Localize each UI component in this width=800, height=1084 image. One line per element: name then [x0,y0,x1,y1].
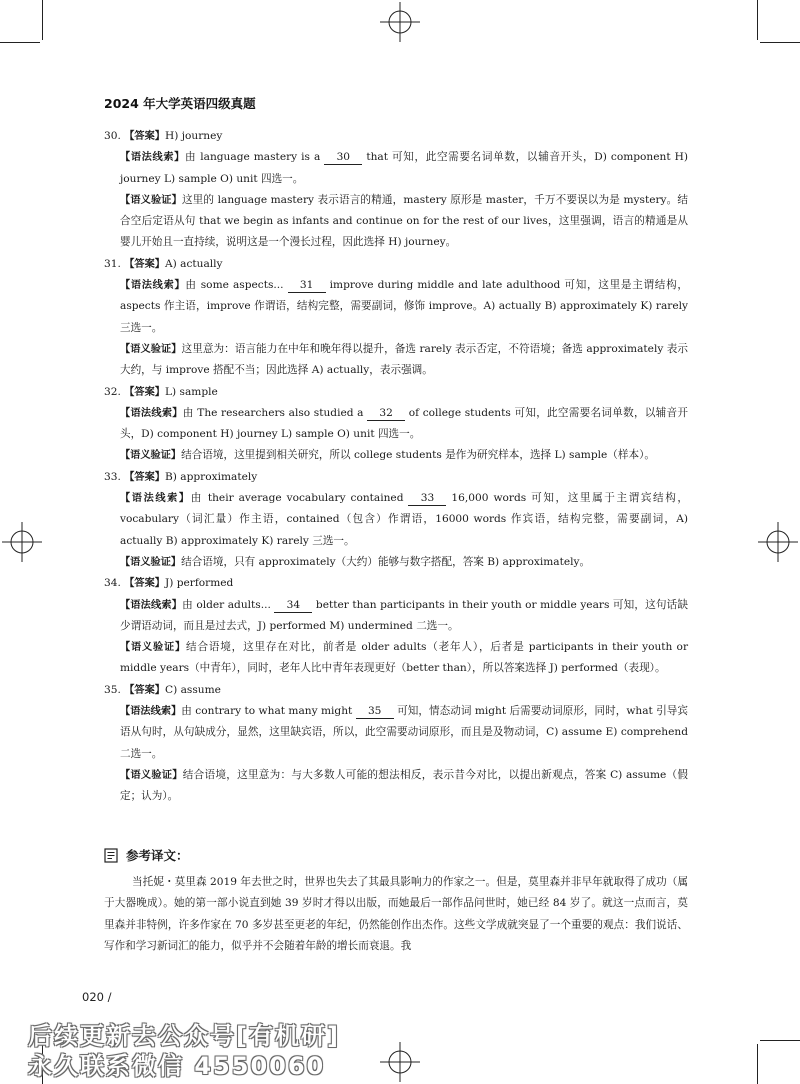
blank-number: 35 [356,705,394,719]
grammar-clue-tag: 【语法线索】 [120,152,185,164]
answer-explanations [104,126,688,808]
question-number: 35. [104,683,121,696]
reference-translation-heading [104,846,189,864]
semantic-check [120,190,688,254]
answer-tag: 【答案】 [124,386,165,398]
semantic-check-tag: 【语义验证】 [120,194,182,206]
page-number: 020 / [82,990,112,1004]
answer-item [104,382,688,467]
grammar-clue-post: of college students 可知，此空需要名词单数，以辅音开头，D) component H) journey L) sample O) unit 四选一。 [120,406,688,441]
answer-heading [104,680,688,701]
crop-mark-br-v [757,1044,758,1084]
answer-value: L) sample [164,385,218,398]
answer-item [104,126,688,254]
semantic-check-tag: 【语义验证】 [120,450,182,462]
grammar-clue [120,701,688,765]
answer-item [104,680,688,808]
answer-heading [104,467,688,488]
answer-item [104,254,688,382]
semantic-check-tag: 【语义验证】 [120,769,183,781]
semantic-check-tag: 【语义验证】 [120,642,187,654]
answer-tag: 【答案】 [124,684,165,696]
question-number: 30. [104,130,121,142]
answer-heading [104,254,688,275]
crop-mark-tr-v [757,0,758,40]
watermark-line-2: 永久联系微信 4550060 [28,1052,326,1080]
question-number: 33. [104,470,121,483]
crop-mark-tl-h [0,42,40,43]
semantic-check [120,765,688,808]
document-icon [104,848,118,863]
crop-mark-br-h [760,1040,800,1041]
semantic-check-text: 结合语境，这里存在对比，前者是 older adults（老年人），后者是 participants in their youth or middle years（中青年），同时，老年人比中青年表现更好（better than），所以答案选择 J) performed（表现）。 [120,641,689,675]
semantic-check [120,552,688,573]
grammar-clue [120,595,688,638]
grammar-clue-tag: 【语法线索】 [120,599,183,611]
grammar-clue-pre: 由 language mastery is a [185,151,321,164]
semantic-check-text: 结合语境，这里提到相关研究，所以 college students 是作为研究样本，选择 L) sample（样本）。 [181,449,655,462]
grammar-clue-pre: 由 older adults... [182,598,271,611]
semantic-check-tag: 【语义验证】 [120,343,182,355]
answer-tag: 【答案】 [124,258,165,270]
semantic-check-text: 这里的 language mastery 表示语言的精通，mastery 原形是 master，千万不要误以为是 mystery。结合空后定语从句 that we begin as infants and continue on for the rest of our lives，这里强调，语言的精通是从婴儿开始且一直持续，说明这是一个漫长过程，因此选择 H) journey。 [120,193,688,249]
answer-item [104,467,688,573]
grammar-clue-pre: 由 their average vocabulary contained [190,492,404,505]
grammar-clue-tag: 【语法线索】 [120,493,191,505]
reference-title: 参考译文： [126,848,189,863]
grammar-clue-tag: 【语法线索】 [120,280,186,292]
crop-mark-tl-v [42,0,43,40]
grammar-clue-tag: 【语法线索】 [120,407,183,419]
question-number: 34. [104,577,121,590]
answer-value: A) actually [164,257,223,270]
grammar-clue-post: 可知，情态动词 might 后需要动词原形，同时，what 引导宾语从句时，从句缺成分，显然，这里缺宾语，所以，此空需要动词原形，而且是及物动词，C) assume E) comprehend 二选一。 [120,705,689,760]
grammar-clue-post: improve during middle and late adulthood 可知，这里是主谓结构，aspects 作主语，improve 作谓语，结构完整，需要副词，修饰 improve。A) actually B) approximately K) rarely 三选一。 [120,279,688,334]
answer-item [104,573,688,679]
reference-translation-text: 当托妮・莫里森 2019 年去世之时，世界也失去了其最具影响力的作家之一。但是，莫里森并非早年就取得了成功（属于大器晚成）。她的第一部小说直到她 39 岁时才得以出版，而她最后一部作品问世时，她已经 84 岁了。就这一点而言，莫里森并非特例，许多作家在 70 多岁甚至更老的年纪，仍然能创作出杰作。这些文学成就突显了一个重要的观点：我们说话、写作和学习新词汇的能力，似乎并不会随着年龄的增长而衰退。我 [104,876,688,952]
answer-tag: 【答案】 [124,578,165,590]
semantic-check-text: 结合语境，只有 approximately（大约）能够与数字搭配，答案 B) approximately。 [181,555,591,568]
page-header-title: 2024 年大学英语四级真题 [104,96,256,111]
grammar-clue-pre: 由 The researchers also studied a [182,406,364,419]
grammar-clue-post: 16,000 words 可知，这里属于主谓宾结构，vocabulary（词汇量）作主语，contained（包含）作谓语，16000 words 作宾语，结构完整，需要副词，A) actually B) approximately K) rarely 三选一。 [120,492,688,547]
answer-tag: 【答案】 [124,131,165,142]
blank-number: 34 [274,599,312,613]
grammar-clue [120,147,688,190]
grammar-clue-post: that 可知，此空需要名词单数，以辅音开头，D) component H) journey L) sample O) unit 四选一。 [120,151,688,185]
grammar-clue [120,275,688,339]
crop-mark-tr-h [760,42,800,43]
grammar-clue-pre: 由 contrary to what many might [181,705,353,718]
answer-heading [104,126,688,147]
answer-value: J) performed [164,577,234,590]
answer-tag: 【答案】 [124,471,165,483]
semantic-check [120,339,688,382]
question-number: 32. [104,385,121,398]
question-number: 31. [104,257,121,270]
registration-mark-right [758,522,798,562]
registration-mark-top [380,2,420,42]
grammar-clue-pre: 由 some aspects... [185,279,284,292]
registration-mark-bottom [380,1042,420,1082]
registration-mark-left [2,522,42,562]
blank-number: 33 [408,492,446,506]
semantic-check [120,445,688,466]
answer-heading [104,382,688,403]
grammar-clue-post: better than participants in their youth or middle years 可知，这句话缺少谓语动词，而且是过去式，J) performed M) undermined 二选一。 [120,598,688,632]
semantic-check-text: 结合语境，这里意为：与大多数人可能的想法相反，表示昔今对比，以提出新观点，答案 C) assume（假定；认为）。 [120,768,689,803]
answer-value: C) assume [164,683,221,696]
grammar-clue [120,488,688,552]
answer-value: H) journey [164,130,223,142]
blank-number: 32 [367,407,405,421]
grammar-clue-tag: 【语法线索】 [120,706,182,718]
grammar-clue [120,403,688,446]
blank-number: 30 [324,151,362,165]
semantic-check-text: 这里意为：语言能力在中年和晚年得以提升，备选 rarely 表示否定，不符语境；备选 approximately 表示大约，与 improve 搭配不当；因此选择 A) actually，表示强调。 [120,342,689,377]
watermark-line-1: 后续更新去公众号[有机研] [28,1022,340,1050]
blank-number: 31 [288,279,326,293]
answer-value: B) approximately [164,470,258,483]
answer-heading [104,573,688,594]
semantic-check [120,637,688,680]
semantic-check-tag: 【语义验证】 [120,556,182,568]
